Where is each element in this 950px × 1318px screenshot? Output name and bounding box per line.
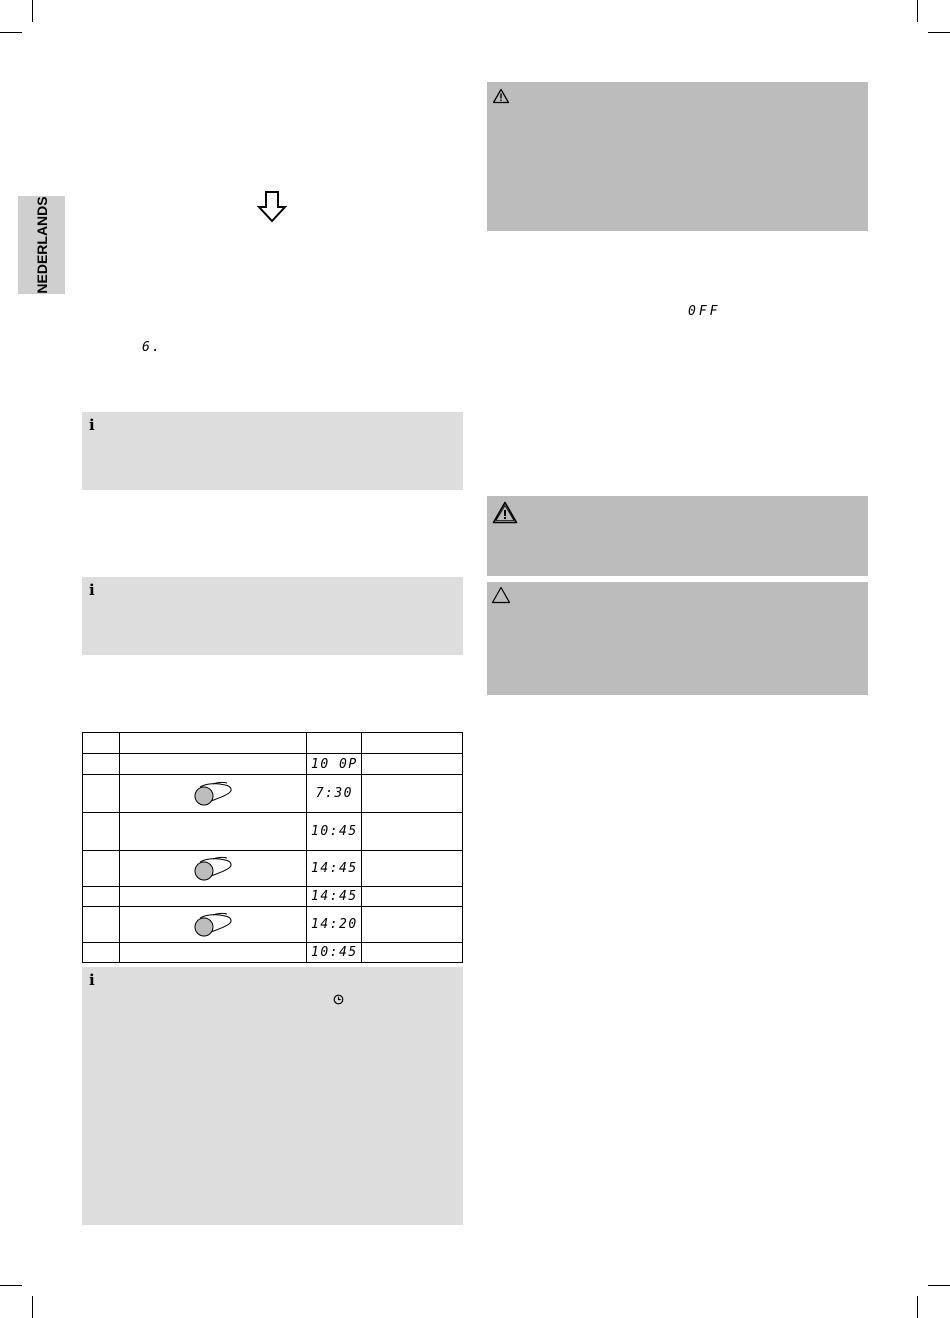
crop-mark: [917, 0, 918, 22]
crop-mark: [928, 32, 950, 33]
info-box: [82, 967, 463, 1225]
display-value: 10:45: [311, 945, 358, 960]
crop-mark: [0, 32, 22, 33]
info-box: [82, 577, 463, 655]
display-value: 10 0P: [311, 756, 358, 772]
crop-mark: [928, 1285, 950, 1286]
table-row: [83, 754, 463, 775]
rotary-knob-icon: [191, 912, 235, 938]
caution-icon: [491, 586, 511, 604]
warning-box: [487, 82, 868, 231]
info-icon: i: [89, 416, 95, 434]
display-value: 14:20: [311, 917, 358, 932]
clock-icon: [333, 994, 344, 1005]
crop-mark: [32, 1296, 33, 1318]
info-icon: i: [89, 971, 95, 989]
info-icon: i: [89, 581, 95, 599]
crop-mark: [0, 1285, 22, 1286]
display-value: 14:45: [311, 889, 358, 904]
rotary-knob-icon: [191, 856, 235, 882]
table-row: [83, 887, 463, 907]
crop-mark: [917, 1296, 918, 1318]
table-row: [83, 813, 463, 851]
off-display-glyph: 0FF: [688, 304, 721, 319]
display-value: 10:45: [311, 824, 358, 839]
display-value: 7:30: [315, 786, 353, 801]
display-value: 14:45: [311, 861, 358, 876]
language-tab-label: NEDERLANDS: [33, 196, 50, 294]
crop-mark: [32, 0, 33, 22]
step-display-glyph: 6.: [142, 340, 162, 355]
table-header-row: [83, 733, 463, 754]
info-box: [82, 412, 463, 490]
program-table: [82, 732, 463, 963]
rotary-knob-icon: [191, 781, 235, 807]
warning-icon: [492, 501, 518, 524]
warning-box: [487, 496, 868, 576]
table-row: [83, 851, 463, 887]
table-row: [83, 907, 463, 943]
language-tab: [18, 196, 65, 294]
table-row: [83, 775, 463, 813]
warning-icon: [492, 88, 510, 104]
caution-box: [487, 582, 868, 695]
down-arrow-icon: [256, 190, 288, 224]
table-row: [83, 943, 463, 963]
